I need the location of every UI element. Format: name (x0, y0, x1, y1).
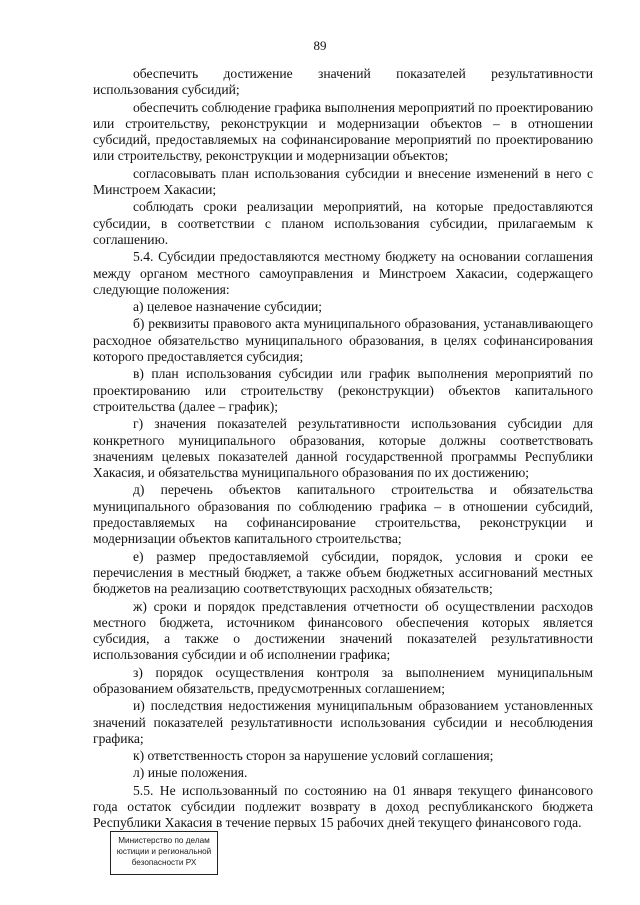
paragraph: 5.5. Не использованный по состоянию на 01 января текущего финансового года остаток субсидии подлежит возврату в доход республиканского бюджета Республики Хакасия в течение первых 15 рабочих дней текущего финансового года. (93, 782, 593, 831)
ministry-stamp (110, 831, 218, 875)
paragraph: соблюдать сроки реализации мероприятий, на которые предоставляются субсидии, в соответствии с планом использования субсидии, прилагаемым к соглашению. (93, 199, 593, 247)
document-body (93, 66, 593, 833)
paragraph: к) ответственность сторон за нарушение условий соглашения; (133, 748, 494, 764)
paragraph: согласовывать план использования субсидии и внесение изменений в него с Минстроем Хакасии; (93, 165, 593, 198)
paragraph: г) значения показателей результативности использования субсидии для конкретного муниципального образования, которые должны соответствовать значениям целевых показателей данной государственной программы Республики Хакасия, и обязательства муниципального образования по их достижению; (93, 416, 593, 481)
paragraph: ж) сроки и порядок представления отчетности об осуществлении расходов местного бюджета, источником финансового обеспечения которых является субсидия, а также о достижении значений показателей результативности использования субсидии и об исполнении графика; (93, 598, 593, 663)
paragraph: обеспечить соблюдение графика выполнения мероприятий по проектированию или строительству, реконструкции и модернизации объектов – в отношении субсидий, предоставляемых на софинансирование мероприятий по проектированию или строительству, реконструкции и модернизации объектов; (93, 99, 593, 164)
stamp-line: безопасности РХ (131, 858, 197, 867)
paragraph: и) последствия недостижения муниципальным образованием установленных значений показателей результативности использования субсидии и несоблюдения графика; (93, 698, 593, 746)
paragraph: 5.4. Субсидии предоставляются местному бюджету на основании соглашения между органом местного самоуправления и Минстроем Хакасии, содержащего следующие положения: (93, 249, 593, 297)
paragraph: а) целевое назначение субсидии; (133, 299, 323, 315)
page-number: 89 (313, 38, 327, 53)
paragraph: е) размер предоставляемой субсидии, порядок, условия и сроки ее перечисления в местный бюджет, а также объем бюджетных ассигнований местных бюджетов на реализацию соответствующих расходных обязательств; (93, 548, 593, 597)
paragraph: б) реквизиты правового акта муниципального образования, устанавливающего расходное обязательство муниципального образования, в целях софинансирования которого предоставляется субсидия; (93, 316, 593, 365)
stamp-line: юстиции и региональной (116, 847, 212, 856)
paragraph: л) иные положения. (133, 765, 248, 781)
paragraph: в) план использования субсидии или график выполнения мероприятий по проектированию или строительству (реконструкции) объектов капитального строительства (далее – график); (93, 366, 593, 414)
paragraph: обеспечить достижение значений показателей результативности использования субсидий; (93, 66, 593, 98)
stamp-line: Министерство по делам (118, 836, 210, 845)
paragraph: д) перечень объектов капитального строительства и обязательства муниципального образования по соблюдению графика – в отношении субсидий, предоставляемых на софинансирование строительства, реконструкции и модернизации объектов капитального строительства; (93, 482, 593, 547)
paragraph: з) порядок осуществления контроля за выполнением муниципальным образованием обязательств, предусмотренных соглашением; (93, 664, 593, 696)
